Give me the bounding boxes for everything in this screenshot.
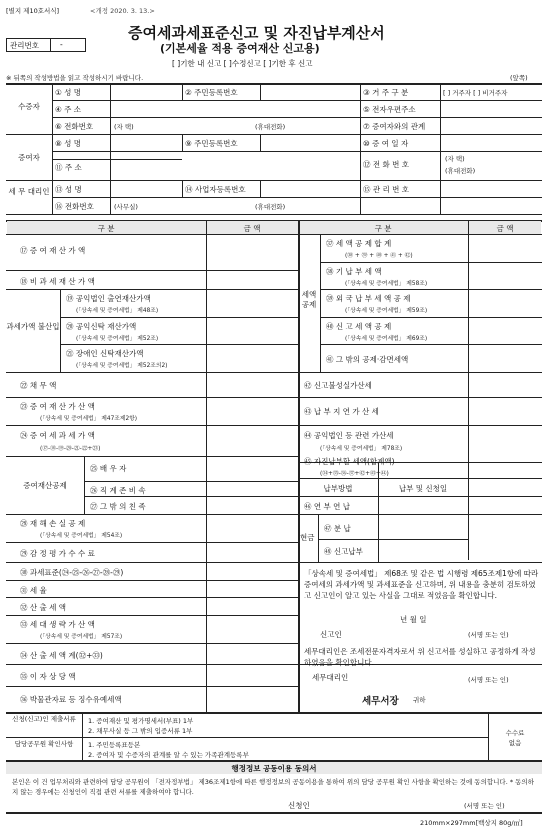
addressee-suffix: 귀하 — [413, 696, 426, 704]
form-number: [별지 제10호서식] — [6, 7, 60, 15]
paper-spec: 210mm×297mm[백상지 80g/㎡] — [420, 819, 523, 827]
pay-date-header: 납부 및 신청일 — [398, 484, 448, 493]
row-38-sub: (「상속세 및 증여세법」 제58조) — [345, 281, 428, 287]
pay-method-header: 납부방법 — [323, 484, 353, 493]
row-27-label: ㉗ 그 밖 의 친 족 — [90, 502, 146, 511]
row-29-label: ㉙ 감 정 평 가 수 수 료 — [20, 549, 95, 558]
recipient-address-label: ④ 주 소 — [55, 105, 81, 114]
row-21-sub: (「상속세 및 증여세법」 제52조의2) — [76, 363, 168, 369]
agent-phone-mobile: (휴대전화) — [255, 203, 286, 211]
row-33-label: ㉝ 세 대 생 략 가 산 액 — [20, 620, 95, 629]
recipient-phone-label: ⑥ 전화번호 — [55, 122, 94, 131]
addressee: 세무서장 — [362, 696, 399, 707]
row-39-sub: (「상속세 및 증여세법」 제59조) — [345, 308, 428, 314]
row-24-sub: (⑰-⑱-⑲-⑳-㉑-㉒+㉓) — [40, 446, 101, 452]
row-20-label: ⑳ 공익신탁 재산가액 — [66, 322, 137, 331]
page-side: (앞쪽) — [510, 74, 528, 82]
row-31-label: ㉛ 세 율 — [20, 586, 47, 595]
filer-label: 신고인 — [320, 630, 342, 639]
donor-phone-mobile: (휴대전화) — [445, 167, 476, 175]
col-header-right-category: 구 분 — [374, 224, 392, 233]
donor-phone-home: (자 택) — [445, 155, 465, 163]
mgmt-number-value: - — [60, 40, 63, 49]
declaration-text: 「상속세 및 증여세법」 제68조 및 같은 법 시행령 제65조제1항에 따라 증여세의 과세가액 및 과세표준을 신고하며, 위 내용을 충분히 검토하였고 신고인이 알고 있는 사실을 그대로 적었음을 확인합니다. — [304, 569, 539, 600]
filer-doc-2: 2. 채무사실 등 그 밖의 입증서류 1부 — [88, 727, 193, 735]
recipient-residence-label: ③ 거 주 구 분 — [363, 88, 409, 97]
row-33-sub: (「상속세 및 증여세법」 제57조) — [40, 634, 123, 640]
form-subtitle: (기본세율 적용 증여재산 신고용) — [160, 42, 320, 55]
agent-sign[interactable]: (서명 또는 인) — [468, 676, 509, 684]
fee-label: 수수료 — [505, 729, 525, 737]
row-32-label: ㉜ 산 출 세 액 — [20, 603, 67, 612]
recipient-phone-mobile: (휴대전화) — [255, 123, 286, 131]
recipient-group-label: 수증자 — [18, 102, 40, 111]
row-30-label: ㉚ 과세표준(㉔-㉕-㉖-㉗-㉘-㉙) — [20, 568, 124, 577]
recipient-relation-label: ⑦ 증여자와의 관계 — [363, 122, 426, 131]
col-header-right-amount: 금 액 — [496, 224, 514, 233]
revision-date: <개정 2020. 3. 13.> — [90, 7, 155, 15]
row-19-sub: (「상속세 및 증여세법」 제48조) — [76, 308, 159, 314]
recipient-phone-home: (자 택) — [114, 123, 134, 131]
donor-id-label: ⑨ 주민등록번호 — [185, 139, 238, 148]
row-28-label: ㉘ 재 해 손 실 공 제 — [20, 519, 86, 528]
agent-declaration: 세무대리인은 조세전문자격자로서 위 신고서를 성실하고 공정하게 작성하였음을 확인합니다. — [304, 647, 536, 667]
mgmt-number-label: 관리번호 — [10, 41, 39, 50]
officer-check-2: 2. 증여자 및 수증자의 관계를 알 수 있는 가족관계등록부 — [88, 751, 249, 759]
deduct-group-label: 증여재산공제 — [23, 481, 67, 490]
consent-title: 행정정보 공동이용 동의서 — [231, 764, 317, 773]
recipient-email-label: ⑤ 전자우편주소 — [363, 105, 416, 114]
instruction-note: ※ 뒤쪽의 작성방법을 읽고 작성하시기 바랍니다. — [6, 74, 144, 82]
row-41-label: ㊶ 그 밖의 공제·감면세액 — [326, 355, 409, 364]
row-40-label: ㊵ 신 고 세 액 공 제 — [326, 322, 392, 331]
filer-docs-label: 신청(신고)인 제출서류 — [12, 715, 76, 723]
agent-mgmt-label: ⑮ 관 리 번 호 — [363, 185, 410, 194]
form-title: 증여세과세표준신고 및 자진납부계산서 — [128, 24, 385, 42]
officer-check-1: 1. 주민등록표등본 — [88, 741, 141, 749]
row-43-label: ㊸ 납 부 지 연 가 산 세 — [304, 407, 379, 416]
filing-type-checkboxes[interactable]: [ ]기한 내 신고 [ ]수정신고 [ ]기한 후 신고 — [172, 59, 313, 68]
credit-group-label: 세액 공제 — [301, 290, 317, 309]
row-25-label: ㉕ 배 우 자 — [90, 464, 127, 473]
row-44-sub: (「상속세 및 증여세법」 제78조) — [320, 446, 403, 452]
agent-name-label: ⑬ 성 명 — [55, 185, 82, 194]
col-header-left-amount: 금 액 — [243, 224, 261, 233]
consent-text: 본인은 이 건 업무처리와 관련하여 담당 공무원이 「전자정부법」 제36조제1항에 따른 행정정보의 공동이용을 통하여 위의 담당 공무원 확인 사항을 확인하는 것에 동의합니다. * 동의하지 않는 경우에는 신청인이 직접 관련 서류를 제출하여야 합니다. — [12, 778, 534, 796]
row-38-label: ㊳ 기 납 부 세 액 — [326, 267, 382, 276]
filer-sign[interactable]: (서명 또는 인) — [468, 631, 509, 639]
recipient-name-label: ① 성 명 — [55, 88, 81, 97]
row-22-label: ㉒ 채 무 액 — [20, 381, 57, 390]
recipient-id-label: ② 주민등록번호 — [185, 88, 238, 97]
row-20-sub: (「상속세 및 증여세법」 제52조) — [76, 336, 159, 342]
row-45-sub: (㉞+㉟-㊱-㊲+㊷+㊸+㊹) — [320, 471, 389, 477]
row-18-label: ⑱ 비 과 세 재 산 가 액 — [20, 277, 95, 286]
row-26-label: ㉖ 직 계 존 비 속 — [90, 486, 146, 495]
fee-value: 없음 — [508, 739, 522, 747]
col-header-left-category: 구 분 — [97, 224, 115, 233]
donor-address-label: ⑪ 주 소 — [55, 163, 82, 172]
row-23-sub: (「상속세 및 증여세법」 제47조제2항) — [40, 416, 138, 422]
row-28-sub: (「상속세 및 증여세법」 제54조) — [40, 533, 123, 539]
agent-phone-office: (사무실) — [114, 203, 138, 211]
donor-phone-label: ⑫ 전 화 번 호 — [363, 160, 410, 169]
row-48-label: ㊽ 신고납부 — [324, 547, 363, 556]
row-34-label: ㉞ 산 출 세 액 계(㉜+㉝) — [20, 651, 103, 660]
agent-sign-label: 세무대리인 — [312, 673, 349, 682]
residence-checkbox-group[interactable]: [ ] 거주자 [ ] 비거주자 — [443, 89, 508, 97]
row-35-label: ㉟ 이 자 상 당 액 — [20, 672, 76, 681]
row-21-label: ㉑ 장애인 신탁재산가액 — [66, 349, 144, 358]
row-46-label: ㊻ 연 부 연 납 — [304, 502, 351, 511]
row-37-label: ㊲ 세 액 공 제 합 계 — [326, 239, 392, 248]
row-47-label: ㊼ 분 납 — [324, 524, 351, 533]
donor-date-label: ⑩ 증 여 일 자 — [363, 139, 409, 148]
row-42-label: ㊷ 신고불성실가산세 — [304, 381, 372, 390]
agent-bizno-label: ⑭ 사업자등록번호 — [185, 185, 246, 194]
row-37-sub: (㊳ + ㊴ + ㊵ + ㊶ + ㊷) — [345, 253, 413, 259]
agent-phone-label: ⑯ 전화번호 — [55, 202, 94, 211]
row-44-label: ㊹ 공익법인 등 관련 가산세 — [304, 431, 394, 440]
agent-group-label: 세 무 대리인 — [8, 187, 50, 196]
donor-name-label: ⑧ 성 명 — [55, 139, 81, 148]
row-17-label: ⑰ 증 여 재 산 가 액 — [20, 246, 86, 255]
consent-sign[interactable]: (서명 또는 인) — [464, 802, 505, 810]
filer-doc-1: 1. 증여재산 및 평가명세서(부표) 1부 — [88, 717, 194, 725]
row-36-label: ㊱ 박물관자료 등 징수유예세액 — [20, 695, 122, 704]
cash-group-label: 현금 — [300, 533, 315, 542]
row-39-label: ㊴ 외 국 납 부 세 액 공 제 — [326, 294, 411, 303]
excluded-group-label: 과세가액 불산입 — [6, 322, 60, 331]
row-40-sub: (「상속세 및 증여세법」 제69조) — [345, 336, 428, 342]
date-line: 년 월 일 — [400, 615, 427, 624]
consent-signer: 신청인 — [288, 801, 310, 810]
row-24-label: ㉔ 증 여 세 과 세 가 액 — [20, 431, 95, 440]
row-23-label: ㉓ 증 여 재 산 가 산 액 — [20, 402, 95, 411]
officer-check-label: 담당공무원 확인사항 — [14, 740, 74, 748]
row-45-label: ㊺ 자진납부할 세액(합계액) — [304, 457, 395, 466]
donor-group-label: 증여자 — [18, 153, 40, 162]
row-19-label: ⑲ 공익법인 출연재산가액 — [66, 294, 151, 303]
